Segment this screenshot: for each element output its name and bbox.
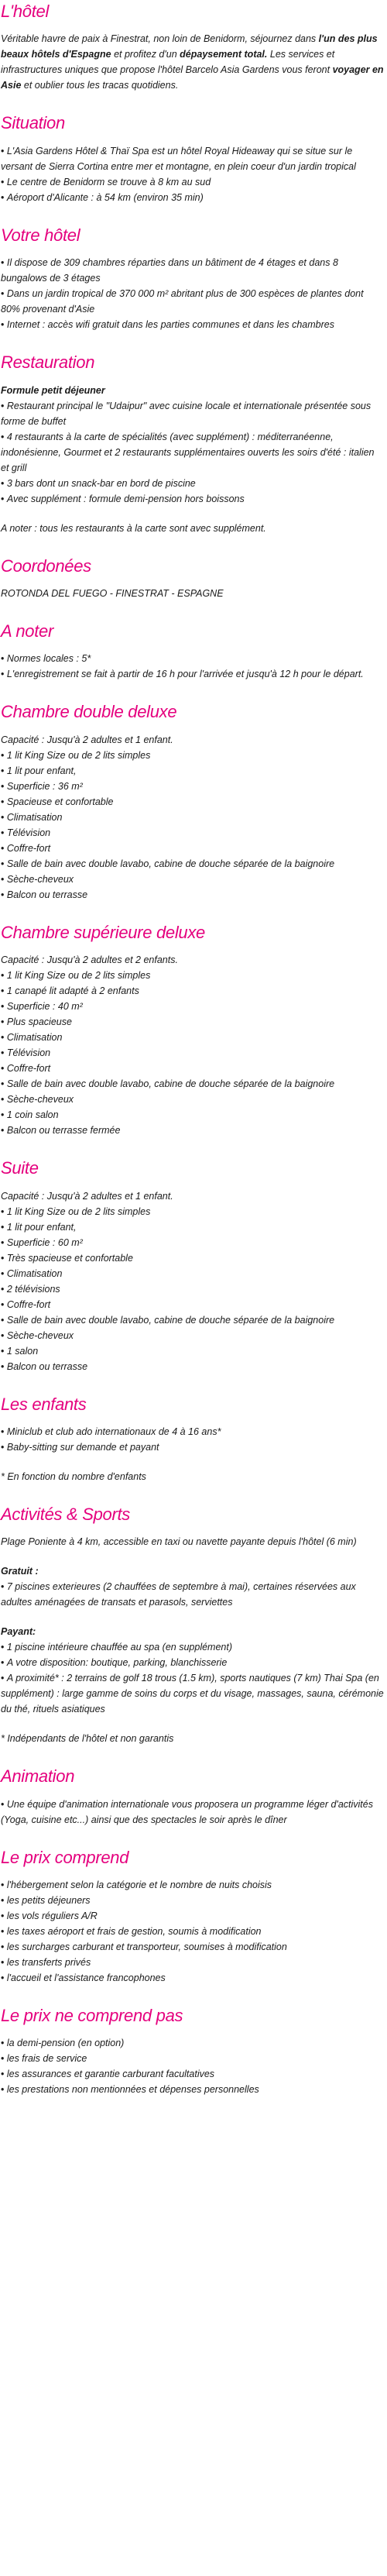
- list-item: • les transferts privés: [1, 1955, 384, 1970]
- list-item: • Balcon ou terrasse: [1, 887, 384, 903]
- list-item: • 1 lit King Size ou de 2 lits simples: [1, 1204, 384, 1219]
- list-item: • Coffre-fort: [1, 1297, 384, 1312]
- list-item: • Miniclub et club ado internationaux de 4 à 16 ans*: [1, 1424, 384, 1439]
- section-prix-ne-comprend: [1, 2006, 384, 2097]
- list-item: • Coffre-fort: [1, 841, 384, 856]
- section-votre-hotel: [1, 225, 384, 332]
- list-item: • l'accueil et l'assistance francophones: [1, 1970, 384, 1986]
- list-item: • 1 lit pour enfant,: [1, 763, 384, 779]
- list-item: • 1 canapé lit adapté à 2 enfants: [1, 983, 384, 999]
- list-item: • Climatisation: [1, 1030, 384, 1045]
- section-activites: [1, 1505, 384, 1746]
- enfants-list: [1, 1424, 384, 1455]
- section-restauration: [1, 353, 384, 535]
- list-item: • 4 restaurants à la carte de spécialités (avec supplément) : méditerranéenne, indonésienne, Gourmet et 2 restaurants supplémentaires ouverts les soirs d'été : italien et grill: [1, 429, 384, 476]
- enfants-note: * En fonction du nombre d'enfants: [1, 1470, 146, 1482]
- capacity: Capacité : Jusqu'à 2 adultes et 1 enfant.: [1, 1190, 173, 1202]
- situation-list: [1, 143, 384, 205]
- activites-note: * Indépendants de l'hôtel et non garantis: [1, 1733, 174, 1745]
- section-prix-comprend: [1, 1848, 384, 1986]
- section-title: Le prix ne comprend pas: [1, 2006, 183, 2026]
- list-item: • Climatisation: [1, 1266, 384, 1281]
- list-item: • les frais de service: [1, 2051, 384, 2066]
- chambre-double-list: [1, 748, 384, 903]
- list-item: • 7 piscines exterieures (2 chauffées de septembre à mai), certaines réservées aux adultes aménagées de transats et parasols, serviettes: [1, 1579, 384, 1610]
- list-item: • Coffre-fort: [1, 1061, 384, 1076]
- list-item: • les prestations non mentionnées et dépenses personnelles: [1, 2082, 384, 2097]
- section-title: Restauration: [1, 353, 95, 373]
- list-item: • les taxes aéroport et frais de gestion, soumis à modification: [1, 1924, 384, 1939]
- a-noter-list: [1, 651, 384, 682]
- address: ROTONDA DEL FUEGO - FINESTRAT - ESPAGNE: [1, 587, 224, 599]
- restauration-note: A noter : tous les restaurants à la carte sont avec supplément.: [1, 522, 266, 534]
- section-title: L'hôtel: [1, 2, 50, 21]
- list-item: • Le centre de Benidorm se trouve à 8 km au sud: [1, 174, 384, 190]
- list-item: • Avec supplément : formule demi-pension hors boissons: [1, 491, 384, 507]
- capacity: Capacité : Jusqu'à 2 adultes et 2 enfants.: [1, 954, 178, 966]
- list-item: • L'enregistrement se fait à partir de 16 h pour l'arrivée et jusqu'à 12 h pour le départ.: [1, 666, 384, 682]
- list-item: • Sèche-cheveux: [1, 1092, 384, 1107]
- list-item: • 1 piscine intérieure chauffée au spa (en supplément): [1, 1639, 384, 1655]
- list-item: • Salle de bain avec double lavabo, cabine de douche séparée de la baignoire: [1, 1312, 384, 1328]
- list-item: • les petits déjeuners: [1, 1893, 384, 1908]
- list-item: • Il dispose de 309 chambres réparties dans un bâtiment de 4 étages et dans 8 bungalows de 3 étages: [1, 255, 384, 286]
- section-enfants: [1, 1395, 384, 1484]
- list-item: • 1 salon: [1, 1343, 384, 1359]
- section-title: Coordonées: [1, 555, 91, 576]
- list-item: • A votre disposition: boutique, parking, blanchisserie: [1, 1655, 384, 1670]
- list-item: • Climatisation: [1, 810, 384, 825]
- section-title: Activités & Sports: [1, 1504, 130, 1524]
- list-item: • Superficie : 40 m²: [1, 999, 384, 1014]
- list-item: • Superficie : 60 m²: [1, 1235, 384, 1250]
- section-title: Le prix comprend: [1, 1847, 129, 1867]
- list-item: • Salle de bain avec double lavabo, cabine de douche séparée de la baignoire: [1, 856, 384, 872]
- capacity: Capacité : Jusqu'à 2 adultes et 1 enfant.: [1, 734, 173, 745]
- list-item: • Aéroport d'Alicante : à 54 km (environ 35 min): [1, 190, 384, 205]
- section-title: Les enfants: [1, 1394, 87, 1414]
- list-item: • Balcon ou terrasse fermée: [1, 1123, 384, 1138]
- list-item: • Balcon ou terrasse: [1, 1359, 384, 1374]
- list-item: • Télévision: [1, 825, 384, 841]
- restauration-list: [1, 398, 384, 507]
- section-title: Situation: [1, 113, 65, 133]
- list-item: • Sèche-cheveux: [1, 1328, 384, 1343]
- list-item: • Internet : accès wifi gratuit dans les parties communes et dans les chambres: [1, 317, 384, 332]
- section-coordonnees: [1, 556, 384, 601]
- list-item: • 1 lit pour enfant,: [1, 1219, 384, 1235]
- section-title: Suite: [1, 1158, 39, 1178]
- list-item: • 2 télévisions: [1, 1281, 384, 1297]
- list-item: • 1 coin salon: [1, 1107, 384, 1123]
- section-situation: [1, 113, 384, 205]
- list-item: • Normes locales : 5*: [1, 651, 384, 666]
- list-item: • Superficie : 36 m²: [1, 779, 384, 794]
- section-animation: [1, 1766, 384, 1827]
- section-title: Chambre double deluxe: [1, 702, 177, 722]
- animation-list: [1, 1797, 384, 1828]
- list-item: • Baby-sitting sur demande et payant: [1, 1439, 384, 1455]
- list-item: • A proximité* : 2 terrains de golf 18 trous (1.5 km), sports nautiques (7 km) Thai Spa (en supplément) : large gamme de soins du corps et du visage, massages, sauna, cérémonie du thé, rituels asiatiques: [1, 1670, 384, 1717]
- list-item: • L'Asia Gardens Hôtel & Thaï Spa est un hôtel Royal Hideaway qui se situe sur le versant de Sierra Cortina entre mer et montagne, en plein coeur d'un jardin tropical: [1, 143, 384, 174]
- payant-list: [1, 1639, 384, 1717]
- suite-list: [1, 1204, 384, 1374]
- list-item: • 1 lit King Size ou de 2 lits simples: [1, 748, 384, 763]
- list-item: • les surcharges carburant et transporteur, soumises à modification: [1, 1939, 384, 1955]
- list-item: • la demi-pension (en option): [1, 2035, 384, 2051]
- list-item: • 1 lit King Size ou de 2 lits simples: [1, 968, 384, 983]
- payant-label: Payant:: [1, 1626, 36, 1638]
- section-a-noter: [1, 621, 384, 682]
- list-item: • 3 bars dont un snack-bar en bord de piscine: [1, 476, 384, 491]
- section-title: Animation: [1, 1766, 75, 1787]
- section-title: A noter: [1, 621, 54, 641]
- list-item: • Plus spacieuse: [1, 1014, 384, 1030]
- formule-label: Formule petit déjeuner: [1, 384, 105, 396]
- gratuit-list: [1, 1579, 384, 1610]
- list-item: • Télévision: [1, 1045, 384, 1061]
- section-title: Chambre supérieure deluxe: [1, 922, 205, 942]
- section-chambre-double: [1, 702, 384, 902]
- list-item: • Très spacieuse et confortable: [1, 1250, 384, 1266]
- list-item: • Sèche-cheveux: [1, 872, 384, 887]
- prix-ne-comprend-list: [1, 2035, 384, 2097]
- votre-hotel-list: [1, 255, 384, 332]
- section-chambre-superieure: [1, 923, 384, 1138]
- prix-comprend-list: [1, 1877, 384, 1986]
- hotel-intro: Véritable havre de paix à Finestrat, non loin de Benidorm, séjournez dans l'un des plus beaux hôtels d'Espagne et profitez d'un dépaysement total. Les services et infrastructures uniques que propose l'hôtel Barcelo Asia Gardens vous feront voyager en Asie et oublier tous les tracas quotidiens.: [1, 33, 384, 91]
- list-item: • Salle de bain avec double lavabo, cabine de douche séparée de la baignoire: [1, 1076, 384, 1092]
- list-item: • les assurances et garantie carburant facultatives: [1, 2066, 384, 2082]
- section-hotel: [1, 2, 384, 93]
- list-item: • Restaurant principal le "Udaipur" avec cuisine locale et internationale présentée sous forme de buffet: [1, 398, 384, 429]
- activites-intro: Plage Poniente à 4 km, accessible en taxi ou navette payante depuis l'hôtel (6 min): [1, 1536, 357, 1548]
- section-title: Votre hôtel: [1, 225, 80, 245]
- list-item: • Dans un jardin tropical de 370 000 m² abritant plus de 300 espèces de plantes dont 80% provenant d'Asie: [1, 286, 384, 317]
- gratuit-label: Gratuit :: [1, 1566, 39, 1577]
- list-item: • Spacieuse et confortable: [1, 794, 384, 810]
- list-item: • l'hébergement selon la catégorie et le nombre de nuits choisis: [1, 1877, 384, 1893]
- page: [0, 2, 387, 2097]
- chambre-superieure-list: [1, 968, 384, 1138]
- list-item: • les vols réguliers A/R: [1, 1908, 384, 1924]
- section-suite: [1, 1158, 384, 1374]
- list-item: • Une équipe d'animation internationale vous proposera un programme léger d'activités (Yoga, cuisine etc...) ainsi que des spectacles le soir après le dîner: [1, 1797, 384, 1828]
